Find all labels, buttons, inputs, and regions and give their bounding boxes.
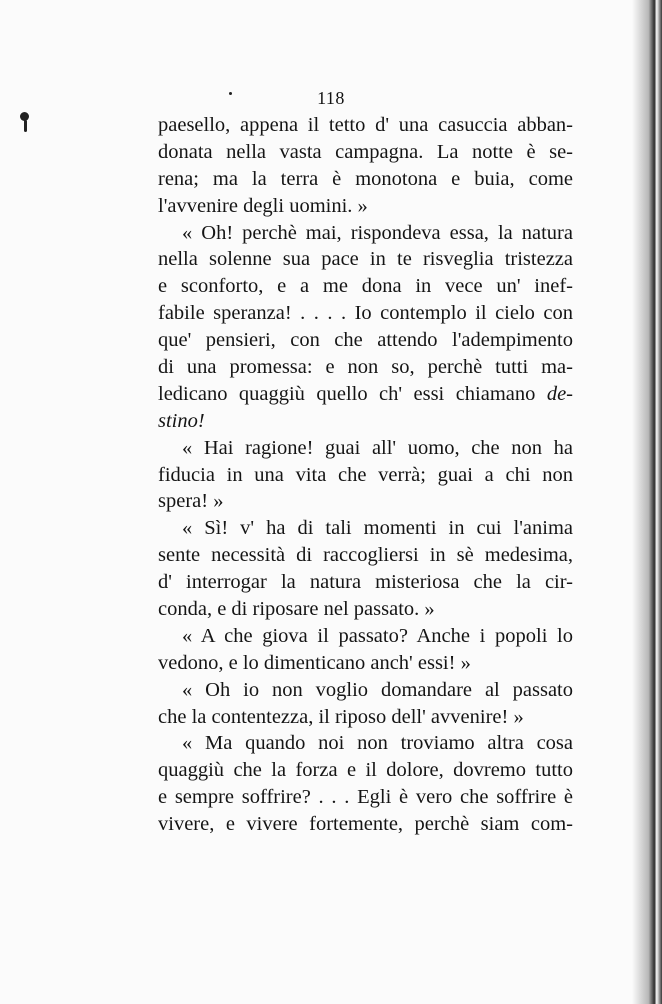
page-edge-shadow [632, 0, 662, 1004]
text-line: « Sì! v' ha di tali momenti in cui l'anima [182, 517, 573, 540]
text-line: stino! [158, 409, 205, 432]
text-line: rena; ma la terra è monotona e buia, come [158, 167, 573, 190]
text-line: fiducia in una vita che verrà; guai a chi non [158, 463, 573, 486]
text-line: fabile speranza! . . . . Io contemplo il cielo con [158, 302, 573, 325]
text-line: l'avvenire degli uomini. » [158, 194, 368, 217]
text-segment: ledicano quaggiù quello ch' essi chiamano [158, 382, 536, 405]
text-line: « Ma quando noi non troviamo altra cosa [182, 732, 573, 755]
text-line: donata nella vasta campagna. La notte è se- [158, 140, 573, 163]
text-line: « Oh! perchè mai, rispondeva essa, la natura [182, 221, 573, 244]
page-number: 118 [317, 88, 345, 108]
text-line: « A che giova il passato? Anche i popoli lo [182, 624, 573, 647]
text-line: « Hai ragione! guai all' uomo, che non ha [182, 436, 573, 459]
text-line: d' interrogar la natura misteriosa che la cir- [158, 571, 573, 594]
body-text [158, 112, 573, 838]
text-line: quaggiù che la forza e il dolore, dovremo tutto [158, 759, 573, 782]
text-line: vivere, e vivere fortemente, perchè siam com- [158, 813, 573, 836]
text-line: sente necessità di raccogliersi in sè medesima, [158, 544, 573, 567]
text-line: nella solenne sua pace in te risveglia tristezza [158, 248, 573, 271]
text-line: di una promessa: e non so, perchè tutti ma- [158, 356, 573, 379]
ink-speck [24, 120, 27, 132]
text-line: che la contentezza, il riposo dell' avvenire! » [158, 705, 524, 728]
text-line: conda, e di riposare nel passato. » [158, 598, 435, 621]
italic-segment: de- [546, 382, 574, 405]
text-line: e sconforto, e a me dona in vece un' inef- [158, 275, 573, 298]
text-line: vedono, e lo dimenticano anch' essi! » [158, 651, 471, 674]
text-line: paesello, appena il tetto d' una casuccia abban- [158, 114, 573, 136]
text-line: que' pensieri, con che attendo l'adempimento [158, 329, 573, 352]
text-line [158, 381, 573, 408]
text-line: e sempre soffrire? . . . Egli è vero che soffrire è [158, 786, 573, 809]
text-line: spera! » [158, 490, 224, 513]
text-line: « Oh io non voglio domandare al passato [182, 678, 573, 701]
